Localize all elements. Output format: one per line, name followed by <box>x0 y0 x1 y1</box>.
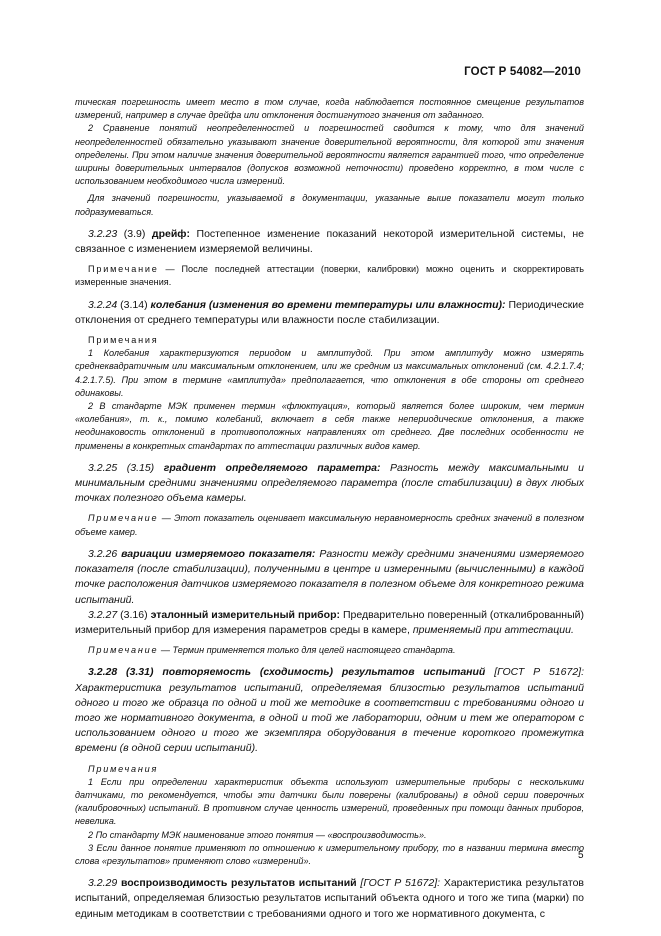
note-text: — После последней аттестации (поверки, калибровки) можно оценить и скорректировать измеренные значения. <box>75 264 585 288</box>
term-3-2-27 <box>75 608 584 638</box>
note-3-2-25 <box>75 512 584 538</box>
term-ref: (3.14) <box>120 298 148 311</box>
notes-label-3-2-28: Примечания <box>88 763 159 774</box>
note-3-2-28-1: 1 Если при определении характеристик объекта используют измерительные приборы с несколькими датчиками, то рекомендуется, чтобы эти датчики были поверены (калиброваны) в одной серии поверочных (калибровочных) испытаний. В противном случае ценность измерений, проведенных при помощи данных приборов, невелика. <box>75 776 584 827</box>
term-name: повторяемость (сходимость) результатов испытаний <box>162 666 486 679</box>
term-name: вариации измеряемого показателя: <box>121 547 316 560</box>
term-definition: Характеристика результатов испытаний, определяемая близостью результатов испытаний объекта одного и того же типа (марки) по единым методикам в соответствии с требованиями одного и того же нормативного документа, с <box>75 877 585 920</box>
note-label: Примечание <box>88 645 159 656</box>
term-name: колебания (изменения во времени температуры или влажности): <box>150 298 506 311</box>
note-3-2-28-3: 3 Если данное понятие применяют по отношению к измерительному прибору, то в названии термина вместо слова «результатов» применяют слово «измерений». <box>75 842 584 866</box>
term-definition: Разность между максимальными и минимальным средними значениями определяемого параметра (после стабилизации) в двух любых точках полезного объема камеры. <box>75 461 585 505</box>
page-number: 5 <box>578 850 584 861</box>
term-definition: Постепенное изменение показаний некоторой измерительной системы, не связанное с изменением измеряемой величины. <box>75 227 584 256</box>
term-source: [ГОСТ Р 51672]: <box>360 877 441 890</box>
note-3-2-24-2: 2 В стандарте МЭК применен термин «флюктуация», который является более широким, чем термин «колебания», т. к., помимо колебаний, включает в себя также непериодические отклонения, а также неодинаковость отклонений в противоположных направлениях от среднего. Две последних особенности не применены в конкретных стандартах по аттестации различных видов камер. <box>75 401 584 451</box>
term-number: 3.2.29 <box>88 877 118 890</box>
note-text: — Этот показатель оценивает максимальную неравномерность средних значений в полезном объеме камер. <box>75 513 584 537</box>
term-ref: (3.15) <box>126 461 155 474</box>
term-number: 3.2.25 <box>88 461 118 474</box>
term-source: [ГОСТ Р 51672]: <box>494 666 585 679</box>
note-label: Примечание <box>88 264 159 275</box>
notes-label-3-2-24: Примечания <box>88 335 159 346</box>
term-3-2-28 <box>75 665 584 756</box>
paragraph-note-conclusion: Для значений погрешности, указываемой в документации, указанные выше показатели могут только подразумеваться. <box>75 193 584 217</box>
term-definition: Характеристика результатов испытаний, определяемая близостью результатов испытаний одного и того же образца по одной и той же методике в соответствии с требованиями одного и того же нормативного документа, в одной и той же лаборатории, одним и тем же оператором с использованием одного и того же экземпляра оборудования в течение короткого промежутка времени (в одной серии испытаний). <box>75 681 584 755</box>
page-header-standard: ГОСТ Р 54082—2010 <box>464 66 581 78</box>
term-3-2-29 <box>75 876 584 922</box>
term-name: воспроизводимость результатов испытаний <box>120 877 357 890</box>
term-ref: (3.16) <box>120 608 148 621</box>
term-3-2-25 <box>75 461 584 507</box>
paragraph-continuation: тическая погрешность имеет место в том случае, когда наблюдается постоянное смещение результатов измерений, например в случае дрейфа или отклонения достигнутого значения от заданного. <box>75 97 584 121</box>
note-text: — Термин применяется только для целей настоящего стандарта. <box>160 645 456 656</box>
note-3-2-23 <box>75 263 584 289</box>
term-number: 3.2.24 <box>88 298 118 311</box>
term-name: эталонный измерительный прибор: <box>150 608 340 621</box>
term-number: 3.2.23 <box>88 227 118 240</box>
note-label: Примечание <box>88 513 159 524</box>
page-content <box>75 96 584 922</box>
term-number: 3.2.28 <box>88 666 118 679</box>
term-definition: Периодические отклонения от среднего температуры или влажности после стабилизации. <box>75 298 585 326</box>
term-definition: Разности между средними значениями измеряемого показателя (после стабилизации), полученными в центре и измеренными (вычисленными) в каждой точке расположения датчиков измеряемого показателя в полезном объеме для конкретного режима испытаний. <box>75 547 585 606</box>
term-ref: (3.9) <box>123 227 146 240</box>
note-3-2-24-1: 1 Колебания характеризуются периодом и амплитудой. При этом амплитуду можно измерять среднеквадратичным или максимальным отклонением, или же средним из максимальных отклонений (см. 4.2.1.7.4; 4.2.1.7.5). При этом в термине «амплитуда» предполагается, что отклонения в обе стороны от среднего одинаковы. <box>75 348 584 398</box>
paragraph-note-2: 2 Сравнение понятий неопределенностей и погрешностей сводится к тому, что для значений неопределенностей обязательно указывают значение доверительной вероятности, для которой эти значения определены. При этом наличие значения доверительной вероятности является гарантией того, что определение ширины доверительных интервалов (допусков возможной неточности) проведено корректно, в том числе с использованием необходимого числа измерений. <box>75 123 584 187</box>
term-3-2-24 <box>75 298 584 328</box>
term-number: 3.2.26 <box>88 547 118 560</box>
term-3-2-23 <box>75 227 584 257</box>
term-3-2-26 <box>75 547 584 608</box>
term-name: градиент определяемого параметра: <box>163 461 381 474</box>
note-3-2-27 <box>75 644 584 657</box>
term-definition-italic: применяемый при аттестации. <box>412 623 574 636</box>
term-definition: Предварительно поверенный (откалиброванный) измерительный прибор для измерения параметров среды в камере, <box>75 608 585 636</box>
term-ref: (3.31) <box>126 666 154 679</box>
note-3-2-28-2: 2 По стандарту МЭК наименование этого понятия — «воспроизводимость». <box>88 829 427 840</box>
term-number: 3.2.27 <box>88 608 118 621</box>
term-name: дрейф: <box>151 227 190 240</box>
